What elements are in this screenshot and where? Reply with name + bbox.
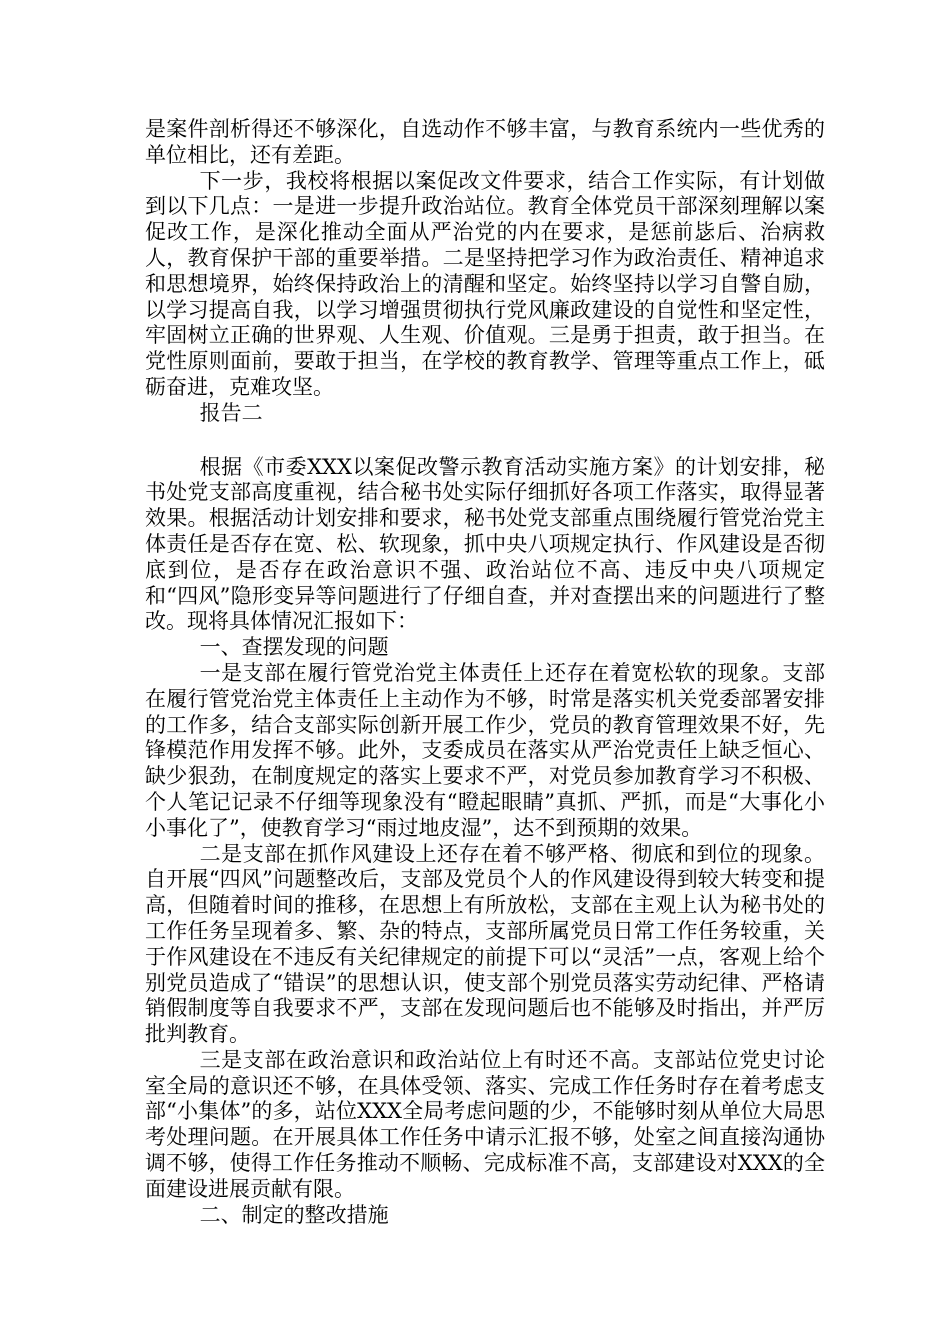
- paragraph-next-steps: 下一步，我校将根据以案促改文件要求，结合工作实际，有计划做到以下几点：一是进一步提升政治站位。教育全体党员干部深刻理解以案促改工作，是深化推动全面从严治党的内在要求，是惩前毖后、治病救人，教育保护干部的重要举措。二是坚持把学习作为政治责任、精神追求和思想境界，始终保持政治上的清醒和坚定。始终坚持以学习自警自励，以学习提高自我，以学习增强贯彻执行党风廉政建设的自觉性和坚定性，牢固树立正确的世界观、人生观、价值观。三是勇于担责，敢于担当。在党性原则面前，要敢于担当，在学校的教育教学、管理等重点工作上，砥砺奋进，克难攻坚。: [145, 168, 825, 399]
- paragraph-problem-two: 二是支部在抓作风建设上还存在着不够严格、彻底和到位的现象。自开展“四风”问题整改后，支部及党员个人的作风建设得到较大转变和提高，但随着时间的推移，在思想上有所放松，支部在主观上认为秘书处的工作任务呈现着多、繁、杂的特点，支部所属党员日常工作任务较重，关于作风建设在不违反有关纪律规定的前提下可以“灵活”一点，客观上给个别党员造成了“错误”的思想认识，使支部个别党员落实劳动纪律、严格请销假制度等自我要求不严，支部在发现问题后也不能够及时指出，并严厉批判教育。: [145, 841, 825, 1047]
- paragraph-continued: 是案件剖析得还不够深化，自选动作不够丰富，与教育系统内一些优秀的单位相比，还有差距。: [145, 117, 825, 167]
- blank-line: [145, 427, 825, 455]
- section-heading-problems: 一、查摆发现的问题: [199, 635, 389, 660]
- paragraph-problem-three: 三是支部在政治意识和政治站位上有时还不高。支部站位党史讨论室全局的意识还不够，在具体受领、落实、完成工作任务时存在着考虑支部“小集体”的多，站位XXX全局考虑问题的少，不能够时刻从单位大局思考处理问题。在开展具体工作任务中请示汇报不够，处室之间直接沟通协调不够，使得工作任务推动不顺畅、完成标准不高，支部建设对XXX的全面建设进展贡献有限。: [145, 1047, 825, 1201]
- section-heading-report-two: 报告二: [199, 400, 263, 425]
- section-heading-measures: 二、制定的整改措施: [199, 1202, 389, 1227]
- document-page: [145, 117, 825, 1228]
- paragraph-problem-one: 一是支部在履行管党治党主体责任上还存在着宽松软的现象。支部在履行管党治党主体责任上主动作为不够，时常是落实机关党委部署安排的工作多，结合支部实际创新开展工作少，党员的教育管理效果不好，先锋模范作用发挥不够。此外，支委成员在落实从严治党责任上缺乏恒心、缺少狠劲，在制度规定的落实上要求不严，对党员参加教育学习不积极、个人笔记记录不仔细等现象没有“瞪起眼睛”真抓、严抓，而是“大事化小小事化了”，使教育学习“雨过地皮湿”，达不到预期的效果。: [145, 660, 825, 840]
- paragraph-report-intro: 根据《市委XXX以案促改警示教育活动实施方案》的计划安排，秘书处党支部高度重视，结合秘书处实际仔细抓好各项工作落实，取得显著效果。根据活动计划安排和要求，秘书处党支部重点围绕履行管党治党主体责任是否存在宽、松、软现象，抓中央八项规定执行、作风建设是否彻底到位，是否存在政治意识不强、政治站位不高、违反中央八项规定和“四风”隐形变异等问题进行了仔细自查，并对查摆出来的问题进行了整改。现将具体情况汇报如下：: [145, 454, 825, 634]
